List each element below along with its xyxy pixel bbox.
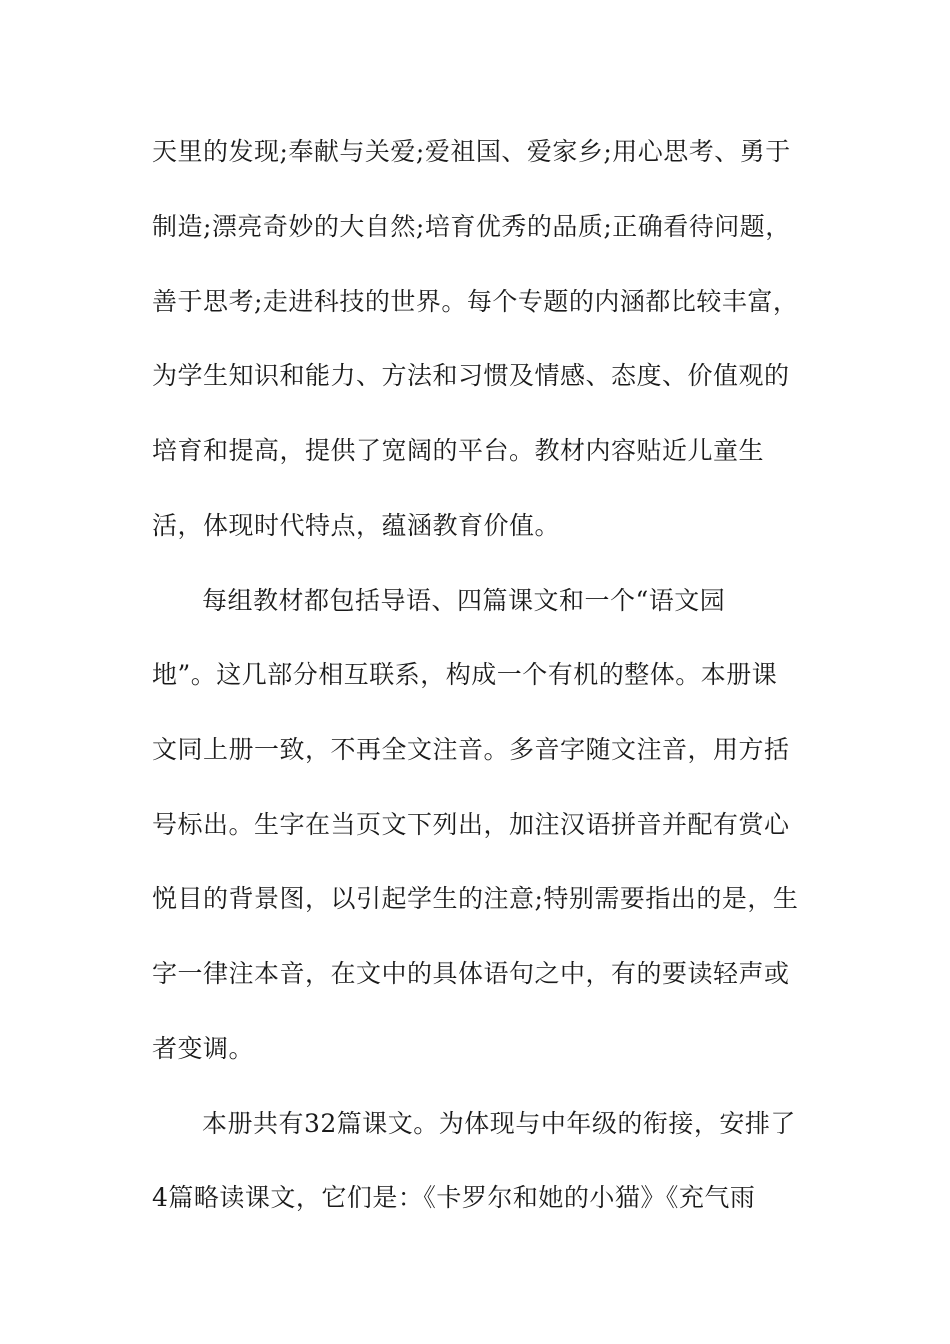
- paragraph-start-line: 每组教材都包括导语、四篇课文和一个“语文园: [202, 586, 726, 615]
- text-line: 者变调。: [152, 1034, 255, 1063]
- text-line: 号标出。生字在当页文下列出，加注汉语拼音并配有赏心: [152, 810, 790, 839]
- text-line: 为学生知识和能力、方法和习惯及情感、态度、价值观的: [152, 361, 790, 390]
- paragraph-start-line: 本册共有32篇课文。为体现与中年级的衔接，安排了: [202, 1109, 796, 1138]
- text-line: 4篇略读课文，它们是：《卡罗尔和她的小猫》《充气雨: [152, 1183, 756, 1212]
- text-line: 善于思考;走进科技的世界。每个专题的内涵都比较丰富，: [152, 287, 799, 316]
- text-line: 培育和提高，提供了宽阔的平台。教材内容贴近儿童生: [152, 436, 765, 465]
- text-line: 悦目的背景图，以引起学生的注意;特别需要指出的是，生: [152, 884, 799, 913]
- text-line: 天里的发现;奉献与关爱;爱祖国、爱家乡;用心思考、勇于: [152, 137, 791, 166]
- text-line: 制造;漂亮奇妙的大自然;培育优秀的品质;正确看待问题，: [152, 212, 791, 241]
- text-line: 地”。这几部分相互联系，构成一个有机的整体。本册课: [152, 660, 778, 689]
- text-line: 活，体现时代特点，蕴涵教育价值。: [152, 511, 561, 540]
- text-line: 文同上册一致，不再全文注音。多音字随文注音，用方括: [152, 735, 790, 764]
- text-line: 字一律注本音，在文中的具体语句之中，有的要读轻声或: [152, 959, 790, 988]
